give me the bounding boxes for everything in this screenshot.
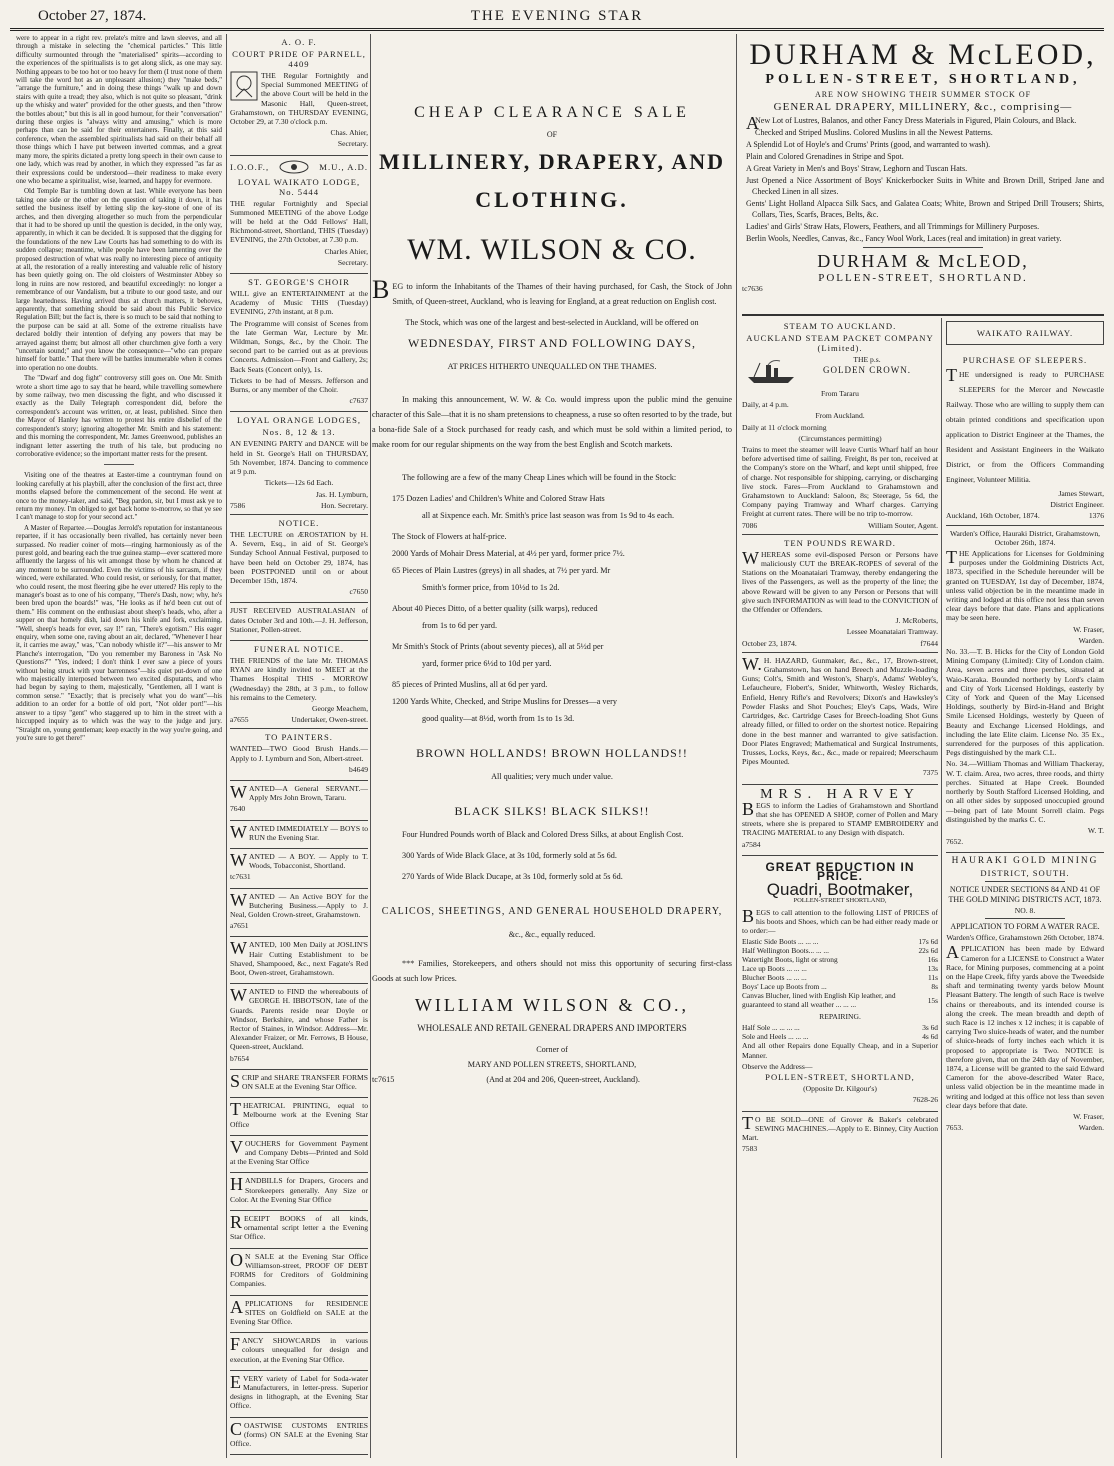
- schedule-note: (Circumstances permitting): [798, 433, 882, 443]
- price-value: 15s: [927, 995, 938, 1005]
- price-row: [742, 937, 938, 946]
- notice-body: AN EVENING PARTY and DANCE will be held in St. George's Hall on THURSDAY, 5th November, 1874. Dancing to commence at 9 p.m.: [230, 439, 368, 477]
- stock-item: Checked and Striped Muslins. Colored Muslins in all the Newest Patterns.: [755, 128, 993, 137]
- price-row: [742, 964, 938, 973]
- ship-name: GOLDEN CROWN.: [823, 365, 911, 376]
- ioof-notice: [230, 156, 368, 274]
- notices-column: [230, 34, 368, 1458]
- notice-heading: I.O.O.F.,: [230, 161, 270, 172]
- advert-title: CLOTHING.: [475, 187, 629, 212]
- stock-item: Ladies' and Girls' Straw Hats, Flowers, Feathers, and all Trimmings for Millinery Purposes.: [746, 222, 1040, 231]
- notice-heading: GREAT REDUCTION IN PRICE.: [765, 859, 915, 883]
- advert-paragraph: 270 Yards of Wide Black Ducape, at 3s 10d, formerly sold at 5s 6d.: [402, 872, 623, 881]
- notice-heading: MRS. HARVEY: [760, 786, 920, 802]
- schedule-time: Daily at 11 o'clock morning: [742, 422, 827, 432]
- advert-heading: ARE NOW SHOWING THEIR SUMMER STOCK OF: [814, 90, 1032, 99]
- price-value: 8s: [931, 982, 938, 992]
- cheap-line-item: The Stock of Flowers at half-price.: [392, 532, 507, 541]
- notice-ref: 1376: [1088, 511, 1104, 521]
- firm-name: DURHAM & McLEOD,: [817, 251, 1029, 271]
- price-row: [742, 1032, 938, 1041]
- notice-tickets: Tickets—12s 6d Each.: [264, 478, 334, 488]
- small-ad: [230, 849, 368, 889]
- schedule-from: From Tararu: [821, 389, 859, 398]
- advert-title: CHEAP CLEARANCE SALE: [414, 104, 690, 121]
- hazard-advert: [742, 653, 938, 785]
- notice-body: THE FRIENDS of the late Mr. THOMAS RYAN are kindly invited to MEET at the Thames Hospital THIS - MORROW (Wednesday) the 28th, at 3 p.m., to follow his remains to the Cemetery.: [230, 655, 368, 702]
- article-column: [16, 34, 222, 1458]
- notice-signature: W. T.: [1087, 825, 1104, 835]
- notice-heading: STEAM TO AUCKLAND.: [783, 321, 897, 331]
- notice-ref: a7655: [230, 715, 249, 725]
- small-ad-body: WANTED to FIND the whereabouts of GEORGE H. IBBOTSON, late of the Guards. Parents reside near Doyle or Windsor, Berkshire, and whose Father is Rector of Staines, in Windsor. Address—Mr. Alexander Fraizer, or Mr. Ferrows, B House, Queen-street, Auckland.: [230, 985, 368, 1052]
- australasian-notice: [230, 603, 368, 641]
- notice-heading: ST. GEORGE'S CHOIR: [248, 277, 350, 288]
- notice-heading: Warden's Office, Hauraki District, Grahamstown, October 26th, 1874.: [949, 528, 1101, 547]
- article-paragraph: were to appear in a right rev. prelate's mitre and lawn sleeves, and all through a mistake in selecting the "chemical particles." This little difficulty surmounted through the "materialised" spirits—according to the experiences of the spiritualists is to get along slick, as one may say. Nothing appears to be too hot or too heavy for them (I trust none of them will take the word hot as an unpleasant allusion;) they "make beds," "arrange the furniture," and in doing these things "walk up and down stairs with quite a tread; they also, which is not quite so pleasant, "drink up the whisky and water" provided for the other guests, and then "throw the bottles about;" but this is all in good humour, for their "conversation" during these orgies is "always witty and amusing," which is more perhaps than can be said for their entertainers. Finally, at this said conference, when the assembled spiritualists had said on their behalf all those things which I have put between inverted commas, and a great many more, the spirits dictated a pretty long speech in their own cause to one lady, which was read by another, in which they expressed "as far as their expressions could be understood—their readiness to make every one who became a spiritualist, wise, learned, and happy for evermore.: [16, 34, 222, 185]
- notice-body: WHEREAS some evil-disposed Person or Persons have maliciously CUT the BREAK-ROPES of several of the Stations on the Moanataiari Tramway, thereby endangering the lives of the Passengers, as well as the property of the line; the above Reward will be given to any Person or Persons that will give such INFORMATION as will lead to the CONVICTION of the Offender or Offenders.: [742, 547, 938, 615]
- notice-ref: c7637: [349, 396, 368, 406]
- advert-title: OF: [546, 130, 558, 139]
- small-ad: [230, 821, 368, 849]
- price-row: [742, 1023, 938, 1032]
- notice-signature: Undertaker, Owen-street.: [291, 715, 368, 725]
- stock-item: Berlin Wools, Needles, Canvas, &c., Fancy Wool Work, Laces (real and imitation) in great variety.: [746, 234, 1062, 243]
- stock-item: A Great Variety in Men's and Boys' Straw, Leghorn and Tuscan Hats.: [746, 164, 968, 173]
- small-ad-body: ON SALE at the Evening Star Office Williamson-street, PROOF OF DEBT FORMS for Creditors of Goldmining Companies.: [230, 1249, 368, 1289]
- firm-name: Quadri, Bootmaker,: [766, 880, 914, 900]
- column-rule: [370, 34, 371, 1458]
- notice-heading: LOYAL ORANGE LODGES,: [237, 415, 361, 426]
- price-value: 16s: [927, 955, 938, 965]
- reward-notice: [742, 535, 938, 653]
- notice-heading: TO PAINTERS.: [265, 732, 333, 743]
- price-item: Elastic Side Boots ... ... ...: [742, 937, 819, 947]
- small-ad-body: SCRIP and SHARE TRANSFER FORMS ON SALE at the Evening Star Office.: [230, 1070, 368, 1092]
- notice-body: Trains to meet the steamer will leave Curtis Wharf half an hour before advertised time of sailing. Freight, 8s per ton, received at the Company's store on the Wharf, and kept until shipped, free of charge. Not responsible for shipping, carrying, or discharging live stock. Fares—From Auckland to Grahamstown and Grahamstown to Auckland: Saloon, 8s; Steerage, 5s 6d, the Company paying Tramway and Wharf charges. Carrying Freight at current rates. There will be no trip to-morrow.: [742, 445, 938, 519]
- notice-ref: 7628-26: [912, 1095, 938, 1105]
- firm-address: POLLEN-STREET SHORTLAND,: [793, 897, 887, 905]
- issue-date: October 27, 1874.: [38, 8, 147, 24]
- advert-paragraph: AT PRICES HITHERTO UNEQUALLED ON THE THAMES.: [447, 362, 657, 371]
- cheap-line-item: 2000 Yards of Mohair Dress Material, at 4½ per yard, former price 7½.: [392, 549, 625, 558]
- price-row: [742, 973, 938, 982]
- small-ad-ref: tc7631: [230, 872, 251, 882]
- col4-notices: [742, 318, 938, 1458]
- notice-heading: NO. 8.: [1014, 905, 1036, 915]
- small-ad: [230, 1098, 368, 1136]
- small-ad-ref: b7654: [230, 1053, 249, 1063]
- firm-name: WILLIAM WILSON & CO.,: [414, 995, 690, 1015]
- advert-paragraph: Four Hundred Pounds worth of Black and Colored Dress Silks, at about English Cost.: [402, 830, 684, 839]
- article-paragraph: The "Dwarf and dog fight" controversy still goes on. One Mr. Smith wrote a short time ago to say that he heard, while travelling somewhere by some railway, two men discussing the fight, and who discussed it exactly as the Daily Telegraph correspondent did, before the correspondent's account was written, or, at least, published. Since then the Mayor of Hanley has written to protest his entire disbelief of the correspondent's story; ignoring altogether Mr. Smith and his statement: and this morning the correspondent, Mr. James Greenwood, publishes an indignant letter asserting the truth of his tale, but producing no corroborative evidence; so the important matter rests for the present.: [16, 374, 222, 458]
- funeral-notice: [230, 641, 368, 729]
- advert-paragraph: *** Families, Storekeepers, and others should not miss this opportunity of securing first-class Goods at such low Prices.: [372, 959, 732, 983]
- advert-paragraph: &c., &c., equally reduced.: [508, 930, 596, 939]
- firm-address: MARY AND POLLEN STREETS, SHORTLAND,: [467, 1060, 637, 1069]
- notice-heading: M.U., A.D.: [319, 161, 368, 172]
- notice-date: Auckland, 16th October, 1874.: [946, 511, 1040, 521]
- notice-signature: Secretary.: [337, 257, 368, 267]
- notice-heading: COURT PRIDE OF PARNELL, 4409: [232, 49, 366, 69]
- notice-signature: George Meachem,: [312, 703, 368, 713]
- advert-paragraph: 300 Yards of Wide Black Glace, at 3s 10d, formerly sold at 5s 6d.: [402, 851, 617, 860]
- hauraki-notice: [946, 853, 1104, 1136]
- price-value: 13s: [927, 964, 938, 974]
- notice-heading: PURCHASE OF SLEEPERS.: [962, 355, 1088, 365]
- warden-notice: [946, 526, 1104, 854]
- cheap-line-item: 175 Dozen Ladies' and Children's White and Colored Straw Hats: [392, 494, 605, 503]
- column-rule: [226, 34, 227, 1458]
- schedule-time: Daily, at 4 p.m.: [742, 400, 789, 410]
- firm-address: (Opposite Dr. Kilgour's): [803, 1084, 877, 1094]
- price-heading: REPAIRING.: [819, 1012, 861, 1022]
- sewing-machine-notice: [742, 1112, 938, 1160]
- notice-signature: Warden.: [1078, 1123, 1104, 1133]
- price-value: 3s 6d: [922, 1023, 938, 1033]
- notice-signature: James Stewart,: [1058, 489, 1104, 498]
- notice-body: THE undersigned is ready to PURCHASE SLEEPERS for the Mercer and Newcastle Railway. Those who are willing to supply them can obtain printed conditions and specification upon application to District Engineer at the Thames, the Resident and Assistant Engineers in the Waikato District, or from the Officers Commanding Engineer, Volunteer Militia.: [946, 365, 1104, 484]
- firm-address: POLLEN-STREET, SHORTLAND,: [765, 1071, 915, 1082]
- notice-body: Observe the Address—: [742, 1061, 813, 1071]
- small-ad: [230, 1371, 368, 1418]
- eye-icon: [277, 159, 311, 175]
- painters-notice: [230, 729, 368, 781]
- small-ad-body: VOUCHERS for Government Payment and Company Debts—Printed and Sold at the Evening Star Office: [230, 1136, 368, 1167]
- notice-body: W.H. HAZARD, Gunmaker, &c., &c., 17, Brown-street, Grahamstown, has on hand Breech and Muzzle-loading Guns; Colt's, Smith and Weston's, Sharp's, Adams' Webley's, Lefaucheure, Flobert's, Snider, Whitworth, Wesley Richards, Enfield, Henry Rifle's and Revolvers; Dixon's and Hawksley's Powder Flasks and Shot Pouches; Eley's Caps, Wads, Wire Cartridges, &c. Cartridge Cases for Breech-loading Shot Guns already filled, or filled to order on the shortest notice. Repairing done in the best manner and warranted to give satisfaction. Door Plates Engraved; Mathematical and Surgical Instruments, Trusses, Locks, Keys, &c., &c., made or repaired; Meerschaum Pipes Mounted.: [742, 653, 938, 767]
- orange-lodge-notice: [230, 412, 368, 514]
- firm-description: WHOLESALE AND RETAIL GENERAL DRAPERS AND IMPORTERS: [417, 1023, 687, 1033]
- small-ad-body: HANDBILLS for Drapers, Grocers and Storekeepers generally. Any Size or Color. At the Evening Star Office: [230, 1174, 368, 1204]
- notice-heading: DISTRICT, SOUTH.: [980, 868, 1070, 879]
- schedule-from: From Auckland.: [815, 411, 865, 421]
- paper-name: THE EVENING STAR: [470, 8, 644, 24]
- advert-heading: CALICOS, SHEETINGS, AND GENERAL HOUSEHOLD DRAPERY,: [381, 906, 723, 917]
- notice-body: APPLICATION has been made by Edward Cameron for a LICENSE to Construct a Water Race, for Mining purposes, commencing at a point on the Hape Creek, fifty yards above the Tweedside shaft and terminating twenty yards below Mount Pleasant Battery. The length of such Race is twelve chains or thereabouts, and its intended course is along the creek. The mean breadth and depth of such Race is 12 inches x 12 inches; it is capable of carrying Two sluice-heads of water, and the number of sluice-heads of forty inches each which it is proposed to appropriate is Two. NOTICE is therefore given, that on the 24th day of November, 1874, a License will be granted to the said Edward Cameron for the above-described Water Race, unless valid objection be in the meantime made in writing and lodged at this office not less than seven clear days before that date.: [946, 942, 1104, 1110]
- small-ad-body: EVERY variety of Label for Soda-water Manufacturers, in letter-press. Superior designs in lithograph, at the Evening Star Office.: [230, 1371, 368, 1411]
- small-ad-body: COASTWISE CUSTOMS ENTRIES (forms) ON SALE at the Evening Star Office.: [230, 1418, 368, 1448]
- steamship-icon: [746, 359, 796, 385]
- advert-paragraph: BEG to inform the Inhabitants of the Thames of their having purchased, for Cash, the Stock of John Smith, of Queen-street, Auckland, who is leaving for England, at a great reduction on English cost.: [372, 275, 732, 306]
- small-ad: [230, 984, 368, 1070]
- cheap-line-item: 1200 Yards White, Checked, and Stripe Muslins for Dresses—a very: [392, 697, 617, 706]
- small-ad-body: APPLICATIONS for RESIDENCE SITES on Goldfield on SALE at the Evening Star Office.: [230, 1296, 368, 1326]
- notice-ref: 7086: [742, 520, 758, 530]
- stock-item: Gents' Light Holland Alpacca Silk Sacs, and Galatea Coats; White, Brown and Striped Drill Trousers; Shirts, Collars, Ties, Scarfs, Braces, Belts, &c.: [746, 199, 1104, 219]
- notice-ref: 7653.: [946, 1123, 964, 1133]
- stock-item: Plain and Colored Grenadines in Stripe and Spot.: [746, 152, 904, 161]
- notice-signature: W. Fraser,: [1073, 1111, 1104, 1121]
- harvey-advert: [742, 785, 938, 856]
- notice-body: THE Applications for Licenses for Goldmining purposes under the Goldmining Districts Act, 1873, specified in the Schedule hereunder will be granted on TUESDAY, 1st day of December, 1874, unless valid objection be in the meantime made in writing and lodged at this office not less than seven clear days before that date. Plans and applications may be seen here.: [946, 547, 1104, 623]
- lecture-notice: [230, 515, 368, 603]
- notice-signature: Jas. H. Lymburn,: [315, 489, 368, 499]
- advert-heading: GENERAL DRAPERY, MILLINERY, &c., comprising—: [773, 101, 1073, 113]
- price-item: Canvas Blucher, lined with English Kip leather, and guaranteed to stand all weather ... ... ...: [742, 991, 896, 1010]
- ship-label: THE p.s.: [853, 355, 881, 364]
- notice-signature: Chas. Ahier,: [330, 128, 368, 138]
- small-ad-ref: a7651: [230, 921, 249, 931]
- notice-body: TO BE SOLD—ONE of Grover & Baker's celebrated SEWING MACHINES.—Apply to E. Binney, City Auction Mart.: [742, 1112, 938, 1142]
- advert-paragraph: In making this announcement, W. W. & Co. would impress upon the public mind the genuine character of this Sale—that it is no sham pretensions to cheapness, a ruse so often resorted to by the trade, but a bona-fide Sale of a Stock purchased for ready cash, and which must be sold within a limited period, to make room for our regular shipments on the way from the best English and Scotch markets.: [372, 395, 732, 449]
- small-ad-body: RECEIPT BOOKS of all kinds, ornamental script letter a the Evening Star Office.: [230, 1212, 368, 1242]
- masthead: [10, 6, 1104, 31]
- notice-body: WILL give an ENTERTAINMENT at the Academy of Music THIS (Tuesday) EVENING, 27th instant, at 8 p.m.: [230, 289, 368, 317]
- cheap-line-item: 65 Pieces of Plain Lustres (greys) in all shades, at 7½ per yard. Mr: [392, 566, 611, 575]
- notice-body: WANTED—TWO Good Brush Hands.—Apply to J. Lymburn and Son, Albert-street.: [230, 744, 368, 763]
- cheap-line-item: Mr Smith's Stock of Prints (about seventy pieces), all at 5½d per: [392, 642, 604, 651]
- price-list: [742, 937, 938, 1009]
- cheap-line-detail: all at Sixpence each. Mr. Smith's price last season was from 1s 9d to 4s each.: [422, 511, 675, 520]
- notice-body: THE Regular Fortnightly and Special Summoned MEETING of the above Court will be held in the Masonic Hall, Queen-street, Grahamstown, on THURSDAY EVENING, October 29, at 7.30 o'clock p.m.: [230, 71, 368, 127]
- column-rule: [736, 34, 737, 1458]
- notice-ref: 7583: [742, 1144, 758, 1154]
- advert-ref: tc7636: [742, 284, 763, 293]
- notice-date: Warden's Office, Grahamstown 26th October, 1874.: [946, 933, 1104, 943]
- small-ad: [230, 1333, 368, 1371]
- wilson-advert: [372, 34, 732, 1458]
- article-paragraph: A Master of Repartee.—Douglas Jerrold's reputation for instantaneous repartee, if it has occasionally been rivalled, has certainly never been surpassed. No readier coiner of mots—ringing harmoniously as of the purest gold, and bearing each the true guinea stamp—ever scattered more affluently the largess of his wit amongst those by whom he chanced at any moment to be surrounded. Even the victims of his sarcasm, if they winced, were exhilarated. Who could resist, or seriously, for that matter, who could resent, the most fleering gibe he ever uttered? His reply to the manager's boast as to one of his company, "There's Dash, now; why, he's been bred upon the boards!" was, "He looks as if he'd been cut out of them." His comment on the enthusiast about sheep's heads, who, after a supper on that homely dish, laid down his knife and fork, exclaiming, "Well, sheep's heads for ever, say I!" ran, "There's egotism." His eager enquiry, when some one, raving about an air, declared, "Whenever I hear it, it carries me away," was, "Can nobody whistle it?"—his answer to Mr Planche's interrogation, "Do you remember my Baroness in 'Ask No Questions?'" "Yes, indeed; I don't think I ever saw a piece of yours without being struck with your barrenness"—his quiet put-down of one who majestically interposed between two excited disputants, and who had begun by saying to them, majestically, "Gentlemen, all I want is common sense." "Exactly; that is precisely what you do want"—his addition to an order for a bottle of old port, "Not older port!"—his answer to a tipsy "gent" who staggered up to him in the street with a hiccupped inquiry as to which was the way to the judge and jury. "Straight on, young gentleman; keep exactly in the way you're going, and you're sure to get there!": [16, 523, 222, 742]
- price-value: 17s 6d: [918, 937, 938, 947]
- notice-ref: 7375: [922, 768, 938, 778]
- firm-address: Corner of: [536, 1045, 568, 1054]
- cheap-line-item: About 40 Pieces Ditto, of a better quality (silk warps), reduced: [392, 604, 598, 613]
- small-ad: [230, 1173, 368, 1211]
- notice-heading: A. O. F.: [281, 37, 317, 47]
- advert-heading: WEDNESDAY, FIRST AND FOLLOWING DAYS,: [407, 336, 697, 350]
- notice-signature: Hon. Secretary.: [321, 500, 368, 510]
- small-ads-list: [230, 781, 368, 1455]
- cheap-line-detail: from 1s to 6d per yard.: [422, 621, 498, 630]
- small-ad: [230, 1418, 368, 1456]
- small-ad: [230, 1136, 368, 1174]
- price-value: 11s: [928, 973, 938, 983]
- advert-heading: BROWN HOLLANDS! BROWN HOLLANDS!!: [416, 746, 688, 760]
- advert-title: MILLINERY, DRAPERY, AND: [379, 149, 725, 174]
- firm-address: POLLEN-STREET, SHORTLAND,: [765, 72, 1081, 87]
- small-ad-body: WANTED — An Active BOY for the Butchering Business.—Apply to J. Neal, Golden Crown-street, Grahamstown.: [230, 889, 368, 919]
- cheap-line-detail: good quality—at 8½d, worth from 1s to 1s 3d.: [422, 714, 575, 723]
- small-ad: [230, 1070, 368, 1098]
- column-rule: [941, 318, 942, 1458]
- small-ad-body: THEATRICAL PRINTING, equal to Melbourne work at the Evening Star Office: [230, 1099, 368, 1129]
- schedule-entry: No. 34.—William Thomas and William Thackeray, W. T. claim. Area, two acres, three roods, and thirty perches. Situated at Hape Creek. Bounded northerly by South Stafford Licensed Holding, and on all other sides by supposed unoccupied ground—being part of late Mount Sorrell claim. Pegs distinguished by the marks C. C.: [946, 759, 1104, 824]
- quadri-advert: [742, 856, 938, 1112]
- notice-heading: HAURAKI GOLD MINING: [951, 856, 1099, 867]
- notice-heading: NOTICE UNDER SECTIONS 84 AND 41 OF THE GOLD MINING DISTRICTS ACT, 1873.: [948, 885, 1102, 904]
- price-value: 4s 6d: [922, 1032, 938, 1042]
- notice-signature: J. McRoberts,: [895, 616, 938, 626]
- small-ad: [230, 889, 368, 938]
- price-row: [742, 955, 938, 964]
- price-row: [742, 991, 938, 1009]
- notice-heading: LOYAL WAIKATO LODGE, No. 5444: [237, 176, 361, 197]
- price-item: Half Wellington Boots... ... ...: [742, 946, 829, 956]
- price-item: Blucher Boots ... ... ...: [742, 973, 807, 983]
- article-paragraph: Old Temple Bar is tumbling down at last. While everyone has been taking one side or the other on the question of taking it down, it has settled the business itself by letting slip the key-stone of one of its arches, and then diverging altogether so much from the perpendicular that it had to be shored up until the question is decided, in the only way, apparently, in which it can be decided. It is supposed that the digging for the foundations of the new Law Courts has had something to do with its sudden collapse; meantime, while people have been lamenting over the proposed destruction of what was really no interesting piece of antiquity at all, the restoration of a really interesting and valuable relic of history has been quietly going on. The old cloisters of Westminster Abbey so long in ruins are now restored, and beautiful exceedingly: no longer a remembrance of our Vandalism, but a tribute to our good taste, and our large heartedness. Having arrived thus at church matters, it behoves, apparently, that something should be said about this Public Service Regulation Bill; but the fact is, there is so much to be said that nothing to the purpose can be said at all. Some of the extreme ritualists have declared boldly their intention of defying any powers that may be arrayed against them; but almost all other churchmen give forth a very "uncertain sound;" and you know the consequence—"who can prepare himself for battle." That there will be battles innumerable when it comes into operation no one doubts.: [16, 187, 222, 372]
- cheap-lines-list: [372, 491, 732, 726]
- notice-body: Tickets to be had of Messrs. Jefferson and Burns, or any member of the Choir.: [230, 375, 368, 395]
- price-item: Watertight Boots, light or strong: [742, 955, 838, 965]
- price-item: Sole and Heels ... ... ...: [742, 1032, 809, 1042]
- notice-heading: WAIKATO RAILWAY.: [946, 321, 1104, 345]
- small-ad-body: WANTED — A BOY. — Apply to T. Woods, Tobacconist, Shortland.: [230, 849, 368, 871]
- notice-signature: Lessee Moanataiari Tramway.: [846, 627, 938, 637]
- price-row: [742, 982, 938, 991]
- railway-notice: [946, 318, 1104, 526]
- notice-signature: Warden.: [1078, 635, 1104, 645]
- aof-notice: [230, 34, 368, 156]
- small-ad: [230, 781, 368, 821]
- cheap-line-detail: Smith's former price, from 10½d to 1s 2d.: [422, 583, 560, 592]
- notice-signature: District Engineer.: [1050, 500, 1104, 510]
- small-ad: [230, 1296, 368, 1334]
- small-ad-body: FANCY SHOWCARDS in various colours unequalled for design and execution, at the Evening Star Office.: [230, 1334, 368, 1364]
- notice-body: And all other Repairs done Equally Cheap, and in a Superior Manner.: [742, 1041, 938, 1060]
- notice-heading: NOTICE.: [278, 517, 320, 528]
- notice-body: BEGS to call attention to the following LIST of PRICES of his boots and Shoes, which can be had either ready made or to order:—: [742, 905, 938, 935]
- notice-body: THE regular Fortnightly and Special Summoned MEETING of the above Lodge will be held at the Odd Fellows' Hall, Richmond-street, Shortland, THIS (Tuesday) EVENING, the 27th October, at 7.30 p.m.: [230, 198, 368, 245]
- aof-emblem-icon: [230, 71, 258, 101]
- advert-ref: tc7615: [372, 1075, 395, 1084]
- col5-notices: [946, 318, 1104, 1458]
- firm-name: WM. WILSON & CO.: [407, 233, 697, 266]
- firm-name: DURHAM & McLEOD,: [749, 38, 1097, 71]
- small-ad: [230, 1249, 368, 1296]
- price-item: Half Sole ... ... ... ...: [742, 1023, 800, 1033]
- cheap-line-detail: yard, former price 6½d to 10d per yard.: [422, 659, 552, 668]
- advert-paragraph: The Stock, which was one of the largest and best-selected in Auckland, will be offered on: [405, 318, 699, 327]
- notice-signature: William Souter, Agent.: [868, 520, 938, 530]
- steam-notice: [742, 318, 938, 535]
- notice-ref: c7650: [349, 587, 368, 597]
- stock-item: A Splendid Lot of Hoyle's and Crums' Prints (good, and warranted to wash).: [746, 140, 991, 149]
- price-item: Lace up Boots ... ... ...: [742, 964, 807, 974]
- price-value: 22s 6d: [918, 946, 938, 956]
- notice-signature: W. Fraser,: [1073, 624, 1104, 634]
- notice-heading: AUCKLAND STEAM PACKET COMPANY (Limited).: [746, 333, 934, 353]
- notice-heading: APPLICATION TO FORM A WATER RACE.: [950, 921, 1100, 931]
- notice-ref: b4649: [349, 764, 368, 774]
- article-paragraph: Visiting one of the theatres at Easter-time a countryman found on looking carefully at his playbill, after the conclusion of the first act, three months elapsed before the commencement of the second. He went at once to the money-taker, and said, "Beg pardon, sir, but I must ask ye to return my money. I'm obliged to get back home to-morrow, so that ye see I can't manage to stop for your second act.": [16, 471, 222, 522]
- choir-notice: [230, 274, 368, 412]
- stock-item: Just Opened a Nice Assortment of Boys' Knickerbocker Suits in White and Brown Drill, Striped Jane and Checked Linen in all sizes.: [746, 176, 1104, 196]
- notice-heading: FUNERAL NOTICE.: [253, 643, 345, 654]
- advert-paragraph: All qualities; very much under value.: [491, 772, 613, 781]
- small-ad-body: WANTED, 100 Men Daily at JOSLIN'S Hair Cutting Establishment to be Shaved, Shampooed, &c., next Fagate's Red Boot, Owen-street, Grahamstown.: [230, 938, 368, 978]
- schedule-entry: No. 33.—T. B. Hicks for the City of London Gold Mining Company (Limited): City of London claim. Area, seven acres and three perches, situated at Waio-Karaka. Bounded northerly by Lord's claim and City of York Licensed Holdings, easterly by City of York and Queen of the May Licensed Holdings, southerly by Bird-in-Hand and Bright Smile Licensed Holdings, westerly by Queen of Beauty and Exchange Licensed Holdings, and including the late Elite claim. License No. 35 Ex., surrendered for the purposes of this application. Pegs distinguished by the mark C.L.: [946, 647, 1104, 758]
- notice-heading: TEN POUNDS REWARD.: [784, 537, 896, 548]
- notice-heading: Nos. 8, 12 & 13.: [262, 427, 336, 438]
- cheap-line-item: 85 pieces of Printed Muslins, all at 6d per yard.: [392, 680, 548, 689]
- notice-body: JUST RECEIVED AUSTRALASIAN of dates October 3rd and 10th.—J. H. Jefferson, Stationer, Pollen-street.: [230, 606, 368, 634]
- small-ad-body: WANTED—A General SERVANT.—Apply Mrs John Brown, Tararu.: [230, 781, 368, 803]
- price-row: [742, 946, 938, 955]
- notice-body: BEGS to inform the Ladies of Grahamstown and Shortland that she has OPENED A SHOP, corner of Pollen and Mary streets, where she is prepared to STAMP EMBROIDERY and TRACING MATERIAL to any Design with dispatch.: [742, 798, 938, 838]
- durham-advert: [742, 34, 1104, 316]
- repair-price-list: [742, 1023, 938, 1041]
- notice-date: October 23, 1874.: [742, 638, 797, 648]
- stock-item: ANew Lot of Lustres, Balanos, and other Fancy Dress Materials in Figured, Plain Colours, and Black.: [746, 113, 1077, 133]
- notice-ref: f7644: [920, 638, 938, 648]
- small-ad-body: WANTED IMMEDIATELY — BOYS to RUN the Evening Star.: [230, 821, 368, 842]
- notice-body: The Programme will consist of Scenes from the late German War, Lecture by Mr. Wildman, Songs, &c., by the Choir. The second part to be carried out as at previous Concerts. Admission—Front and Gallery, 2s; Back Seats (Concert only), 1s.: [230, 318, 368, 374]
- notice-ref: a7584: [742, 839, 761, 849]
- small-ad-ref: 7640: [230, 804, 246, 814]
- notice-ref: 7652.: [946, 837, 964, 847]
- notice-signature: Secretary.: [337, 139, 368, 149]
- notice-ref: 7586: [230, 500, 246, 510]
- notice-body: THE LECTURE on ÆROSTATION by H. A. Severn, Esq., in aid of St. George's Sunday School Annual Festival, purposed to have been held on October 29, 1874, has been POSTPONED until on or about December 15th, 1874.: [230, 529, 368, 585]
- small-ad: [230, 937, 368, 984]
- notice-signature: Charles Ahier,: [324, 246, 368, 256]
- advert-paragraph: The following are a few of the many Cheap Lines which will be found in the Stock:: [402, 473, 677, 482]
- firm-address: (And at 204 and 206, Queen-street, Auckland).: [486, 1075, 640, 1084]
- firm-address: POLLEN-STREET, SHORTLAND.: [818, 272, 1028, 284]
- price-item: Boys' Lace up Boots from ...: [742, 982, 827, 992]
- advert-heading: BLACK SILKS! BLACK SILKS!!: [454, 804, 650, 818]
- small-ad: [230, 1211, 368, 1249]
- stock-list: [742, 115, 1104, 244]
